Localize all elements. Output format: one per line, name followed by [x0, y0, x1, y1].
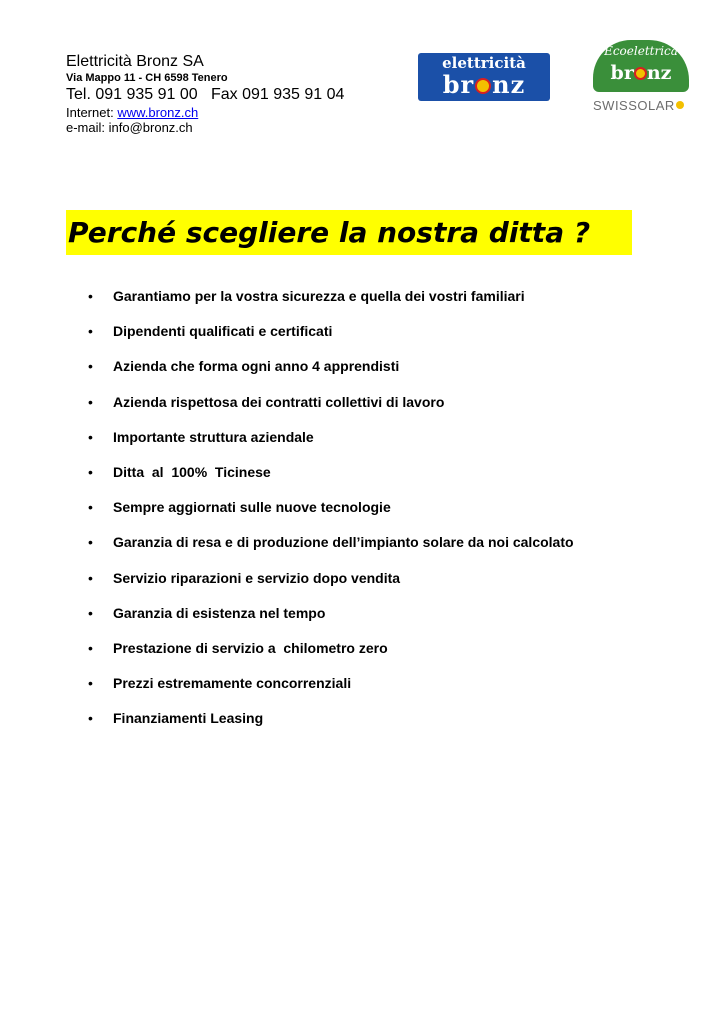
bullet-icon: • [88, 675, 93, 692]
list-item [88, 427, 574, 462]
elettricita-bronz-logo [418, 53, 550, 101]
bullet-icon: • [88, 323, 93, 340]
list-item [88, 568, 574, 603]
bullet-icon: • [88, 288, 93, 304]
list-item [88, 497, 574, 532]
company-name: Elettricità Bronz SA [66, 53, 204, 70]
logo-main-line1: elettricità [442, 54, 526, 72]
company-email: e-mail: info@bronz.ch [66, 120, 193, 135]
eco-logo-part-b: nz [646, 62, 672, 84]
website-label: Internet: [66, 105, 118, 120]
company-website [66, 105, 344, 120]
list-item [88, 356, 574, 391]
list-item-text: Azienda rispettosa dei contratti collettivi di lavoro [113, 393, 445, 410]
list-item-text: Garanzia di resa e di produzione dell’impianto solare da noi calcolato [113, 534, 574, 551]
eco-logo-part-a: br [610, 62, 634, 84]
list-item-text: Prezzi estremamente concorrenziali [113, 675, 352, 692]
list-item [88, 673, 574, 708]
bullet-icon: • [88, 639, 93, 656]
bullet-icon: • [88, 569, 93, 586]
logo-main-part-a: br [442, 70, 475, 99]
sun-icon [676, 101, 684, 109]
bullet-icon: • [88, 710, 93, 727]
ecoelettrica-bronz-logo [593, 40, 689, 120]
logo-o-circle-icon [475, 78, 491, 94]
list-item [88, 708, 574, 743]
company-address: Via Mappo 11 - CH 6598 Tenero [66, 72, 228, 84]
page-title: Perché scegliere la nostra ditta ? [68, 216, 591, 249]
bullet-icon: • [88, 358, 93, 375]
bullet-icon: • [88, 534, 93, 551]
bullet-icon: • [88, 604, 93, 621]
list-item-text: Garanzia di esistenza nel tempo [113, 604, 326, 621]
list-item [88, 532, 574, 567]
list-item-text: Ditta al 100% Ticinese [113, 463, 271, 480]
list-item [88, 392, 574, 427]
list-item-text: Dipendenti qualificati e certificati [113, 323, 333, 340]
list-item [88, 286, 574, 321]
list-item [88, 462, 574, 497]
eco-logo-bronz [593, 62, 689, 84]
list-item-text: Finanziamenti Leasing [113, 710, 264, 727]
title-highlight [66, 210, 632, 255]
swissolar-text: SWISSOLAR [593, 98, 675, 113]
company-phone-fax: Tel. 091 935 91 00 Fax 091 935 91 04 [66, 86, 345, 103]
bullet-icon: • [88, 499, 93, 516]
bullet-icon: • [88, 428, 93, 445]
eco-logo-o-circle-icon [634, 67, 647, 80]
reasons-list [88, 286, 574, 743]
bullet-icon: • [88, 463, 93, 480]
list-item-text: Garantiamo per la vostra sicurezza e quella dei vostri familiari [113, 288, 525, 304]
list-item-text: Prestazione di servizio a chilometro zero [113, 639, 388, 656]
company-header [66, 52, 344, 135]
eco-logo-script: Ecoelettrica [604, 44, 678, 58]
list-item [88, 603, 574, 638]
logo-main-line2 [418, 72, 550, 98]
list-item-text: Azienda che forma ogni anno 4 apprendisti [113, 358, 400, 375]
bullet-icon: • [88, 393, 93, 410]
list-item [88, 638, 574, 673]
list-item-text: Sempre aggiornati sulle nuove tecnologie [113, 499, 391, 516]
list-item [88, 321, 574, 356]
logo-main-part-b: nz [492, 70, 526, 99]
website-link[interactable]: www.bronz.ch [117, 105, 199, 120]
list-item-text: Servizio riparazioni e servizio dopo vendita [113, 569, 401, 586]
swissolar-label [593, 98, 689, 114]
list-item-text: Importante struttura aziendale [113, 428, 314, 445]
